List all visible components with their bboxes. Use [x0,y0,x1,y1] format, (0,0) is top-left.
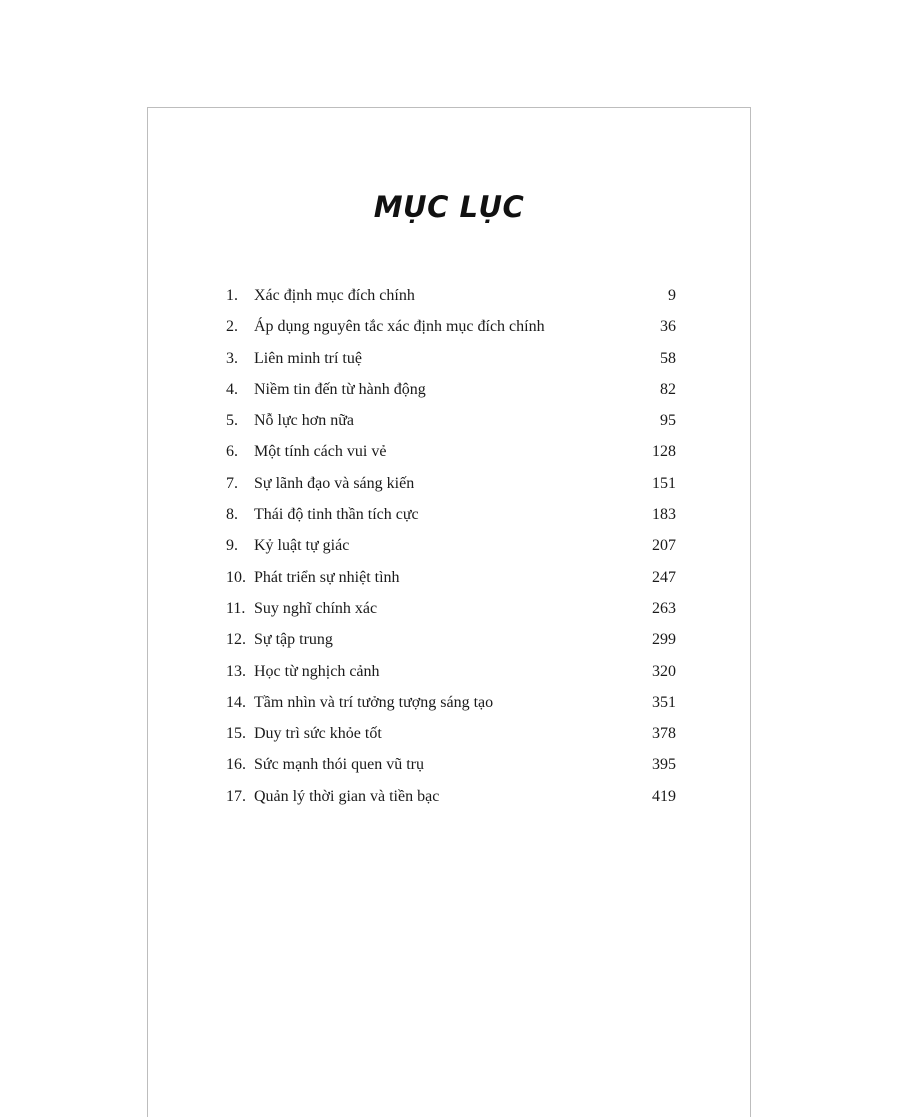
toc-entry-number: 5. [226,412,238,430]
toc-entry [226,691,676,722]
toc-entry-number: 10. [226,568,246,586]
toc-entry-number: 17. [226,787,246,805]
toc-entry-title: Quản lý thời gian và tiền bạc [254,787,440,805]
toc-entry-number: 8. [226,506,238,524]
toc-entry-number: 3. [226,349,238,367]
toc-entry-number: 4. [226,380,238,398]
toc-entry-page-number: 9 [668,287,676,304]
toc-entry-page-number: 183 [652,506,676,524]
toc-entry-title: Áp dụng nguyên tắc xác định mục đích chính [254,318,545,336]
toc-entry [226,534,676,565]
toc-entry-number: 12. [226,631,246,649]
toc-entry-title: Phát triển sự nhiệt tình [254,568,400,586]
toc-entry [226,440,676,471]
toc-entry-title: Tầm nhìn và trí tưởng tượng sáng tạo [254,693,494,711]
toc-entry-page-number: 207 [652,537,676,555]
toc-entry-page-number: 247 [652,568,676,586]
toc-entry [226,753,676,784]
toc-entry [226,785,676,816]
toc-entry [226,628,676,659]
toc-entry-page-number: 128 [652,443,676,461]
toc-entry-number: 16. [226,756,246,774]
toc-entry-title: Kỷ luật tự giác [254,537,350,555]
toc-entry-page-number: 263 [652,599,676,617]
toc-entry-page-number: 395 [652,756,676,774]
toc-entry-title: Suy nghĩ chính xác [254,599,378,617]
toc-entry-page-number: 151 [652,474,676,492]
toc-entry-page-number: 299 [652,631,676,649]
toc-entry-page-number: 58 [660,349,676,367]
toc-entry [226,284,676,315]
book-page [147,107,751,1117]
toc-entry-page-number: 419 [652,787,676,805]
toc-entry [226,660,676,691]
toc-entry [226,597,676,628]
toc-entry-title: Nỗ lực hơn nữa [254,412,355,430]
toc-entry-number: 2. [226,318,238,336]
toc-entry [226,503,676,534]
toc-entry-title: Sự lãnh đạo và sáng kiến [254,474,415,492]
toc-entry [226,378,676,409]
toc-entry-number: 7. [226,474,238,492]
toc-entry-number: 14. [226,693,246,711]
toc-entry-number: 11. [226,599,246,617]
toc-entry [226,409,676,440]
toc-entry-title: Học từ nghịch cảnh [254,662,380,680]
toc-list [226,284,676,816]
toc-entry-number: 13. [226,662,246,680]
toc-entry-title: Duy trì sức khỏe tốt [254,725,382,743]
toc-entry-title: Niềm tin đến từ hành động [254,380,426,398]
toc-entry [226,347,676,378]
toc-entry-title: Một tính cách vui vẻ [254,443,387,461]
page-title: MỤC LỤC [373,190,525,224]
toc-entry-title: Liên minh trí tuệ [254,349,362,367]
toc-entry [226,566,676,597]
toc-entry-title: Sức mạnh thói quen vũ trụ [254,756,424,774]
toc-entry-title: Sự tập trung [254,631,333,649]
toc-entry-page-number: 351 [652,693,676,711]
toc-entry [226,722,676,753]
toc-entry-number: 1. [226,287,238,304]
toc-entry-title: Xác định mục đích chính [254,287,415,304]
toc-entry-page-number: 378 [652,725,676,743]
toc-entry-page-number: 320 [652,662,676,680]
toc-entry-number: 9. [226,537,238,555]
toc-entry-number: 6. [226,443,238,461]
toc-entry-title: Thái độ tinh thần tích cực [254,506,419,524]
toc-entry-page-number: 82 [660,380,676,398]
toc-entry-page-number: 95 [660,412,676,430]
toc-entry-number: 15. [226,725,246,743]
toc-entry [226,472,676,503]
toc-entry [226,315,676,346]
toc-entry-page-number: 36 [660,318,676,336]
